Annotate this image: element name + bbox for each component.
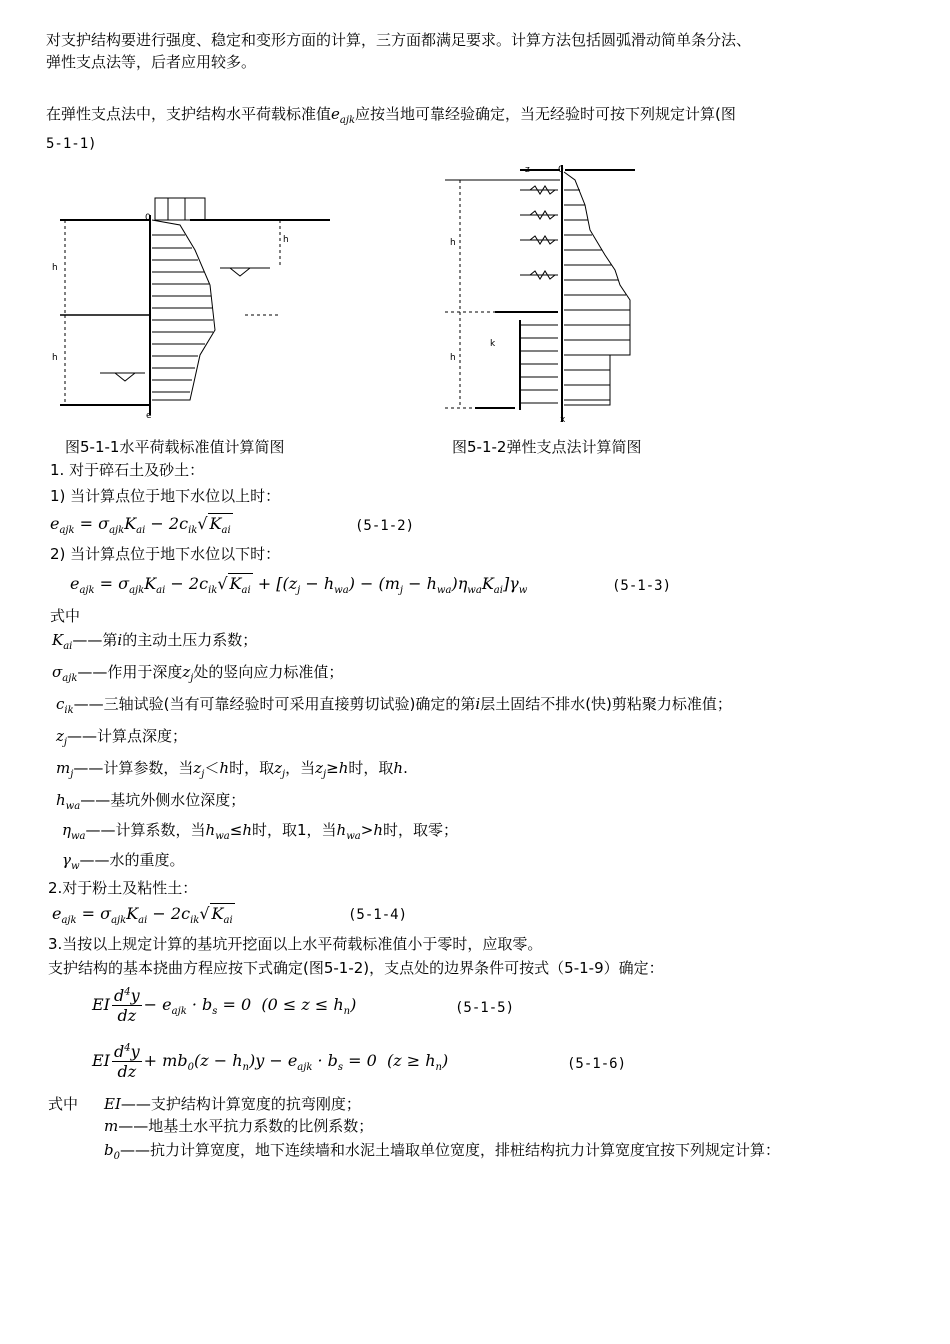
def-eta-wa: $\eta_{wa}——$计算系数，当$h_{wa}\le h$时，取1，当$h_{wa}>h$时，取零； [62,821,459,842]
e-ajk-symbol: $e_{ajk}$ [331,105,356,126]
def-mj: $m_j——$计算参数，当$z_j<h$时，取$z_j$，当$z_j\ge h$时，取h. [56,759,408,780]
def-m: m——地基土水平抗力系数的比例系数； [104,1117,374,1135]
figure-5-1-1-caption: 图5-1-1水平荷载标准值计算简图 [65,438,285,456]
intro-line-1: 对支护结构要进行强度、稳定和变形方面的计算，三方面都满足要求。计算方法包括圆弧滑动简单条分法、 [46,31,752,49]
section-4-shizhong: 式中 [48,1095,79,1113]
equation-5-1-4: $e_{ajk} = \sigma_{ajk}K_{ai} - 2c_{ik}√$ $K_{ai}$ [52,904,233,927]
intro-line-3-text: 在弹性支点法中，支护结构水平荷载标准值 [46,105,332,123]
equation-5-1-5: EI $\frac{d^4y}{dz}$ − $e_{ajk} \cdot b_s = 0$ $(0 \le z \le h_n)$ [92,986,357,1025]
fig1-origin-label: 0 [145,213,151,223]
intro-line-3 [46,104,736,131]
def-sigma-ajk: $\sigma_{ajk}——$作用于深度$z_j$处的竖向应力标准值； [52,663,344,684]
section-1-sub-2: 2) 当计算点位于地下水位以下时： [50,545,281,563]
def-gamma-w: $\gamma_w——$水的重度。 [62,851,185,872]
equation-5-1-2: $e_{ajk} = \sigma_{ajk}K_{ai} - 2c_{ik}√$ $K_{ai}$ [50,514,231,537]
def-EI: EI——支护结构计算宽度的抗弯刚度； [104,1095,361,1113]
def-cik: $c_{ik}——$三轴试验(当有可靠经验时可采用直接剪切试验)确定的第i层土固结不排水(快)剪粘聚力标准值； [56,695,732,716]
section-1-shizhong: 式中 [50,607,81,625]
section-3-title: 3.当按以上规定计算的基坑开挖面以上水平荷载标准值小于零时，应取零。 [48,935,543,953]
equation-5-1-3: $e_{ajk} = \sigma_{ajk}K_{ai} - 2c_{ik}√$ $K_{ai} + [(z_j - h_{wa}) - (m_j - h_{wa})\eta_{wa}K_{ai}]\gamma_w$ [70,574,528,597]
intro-line-2: 弹性支点法等，后者应用较多。 [46,53,257,71]
equation-5-1-6-number: (5-1-6) [567,1056,627,1072]
fig1-hwa-label: h [283,235,289,245]
figure-5-1-2 [440,160,690,425]
def-hwa: $h_{wa}——$基坑外侧水位深度； [56,791,246,812]
def-b0: $b_0——$抗力计算宽度，地下连续墙和水泥土墙取单位宽度，排桩结构抗力计算宽度宜按下列规定计算： [104,1141,780,1162]
fig2-hn-label: h [450,353,456,363]
def-zj: $z_j——$计算点深度； [56,727,188,748]
fig2-z-label: z [525,165,530,175]
figure-5-1-2-caption: 图5-1-2弹性支点法计算简图 [452,438,642,456]
fig2-h-label: h [450,238,456,248]
equation-5-1-4-number: (5-1-4) [348,907,408,923]
section-1-sub-1: 1) 当计算点位于地下水位以上时： [50,487,281,505]
equation-5-1-3-number: (5-1-3) [612,578,672,594]
intro-line-3-rest: 应按当地可靠经验确定，当无经验时可按下列规定计算(图 [355,105,736,123]
equation-5-1-6: EI $\frac{d^4y}{dz}$ + $mb_0(z - h_n)y - e_{ajk} \cdot b_s = 0$ $(z \ge h_n)$ [92,1042,449,1081]
equation-5-1-5-number: (5-1-5) [455,1000,515,1016]
intro-line-4: 5-1-1) [46,136,97,152]
def-Kai: $K_{ai}——$第i的主动土压力系数； [52,631,258,652]
equation-5-1-2-number: (5-1-2) [355,518,415,534]
section-4-intro: 支护结构的基本挠曲方程应按下式确定(图5-1-2)，支点处的边界条件可按式（5-1-9）确定： [48,959,664,977]
fig1-e-label: e [146,411,152,420]
fig2-kt-label: k [490,339,496,349]
section-1-title: 1. 对于碎石土及砂土： [50,461,205,479]
fig1-hwp-label: h [52,353,58,363]
fig2-x-label: x [560,415,566,425]
figure-5-1-1 [40,190,340,420]
section-2-title: 2.对于粉土及粘性土： [48,879,198,897]
fig2-origin-label: 0 [558,165,564,175]
fig1-h-label: h [52,263,58,273]
